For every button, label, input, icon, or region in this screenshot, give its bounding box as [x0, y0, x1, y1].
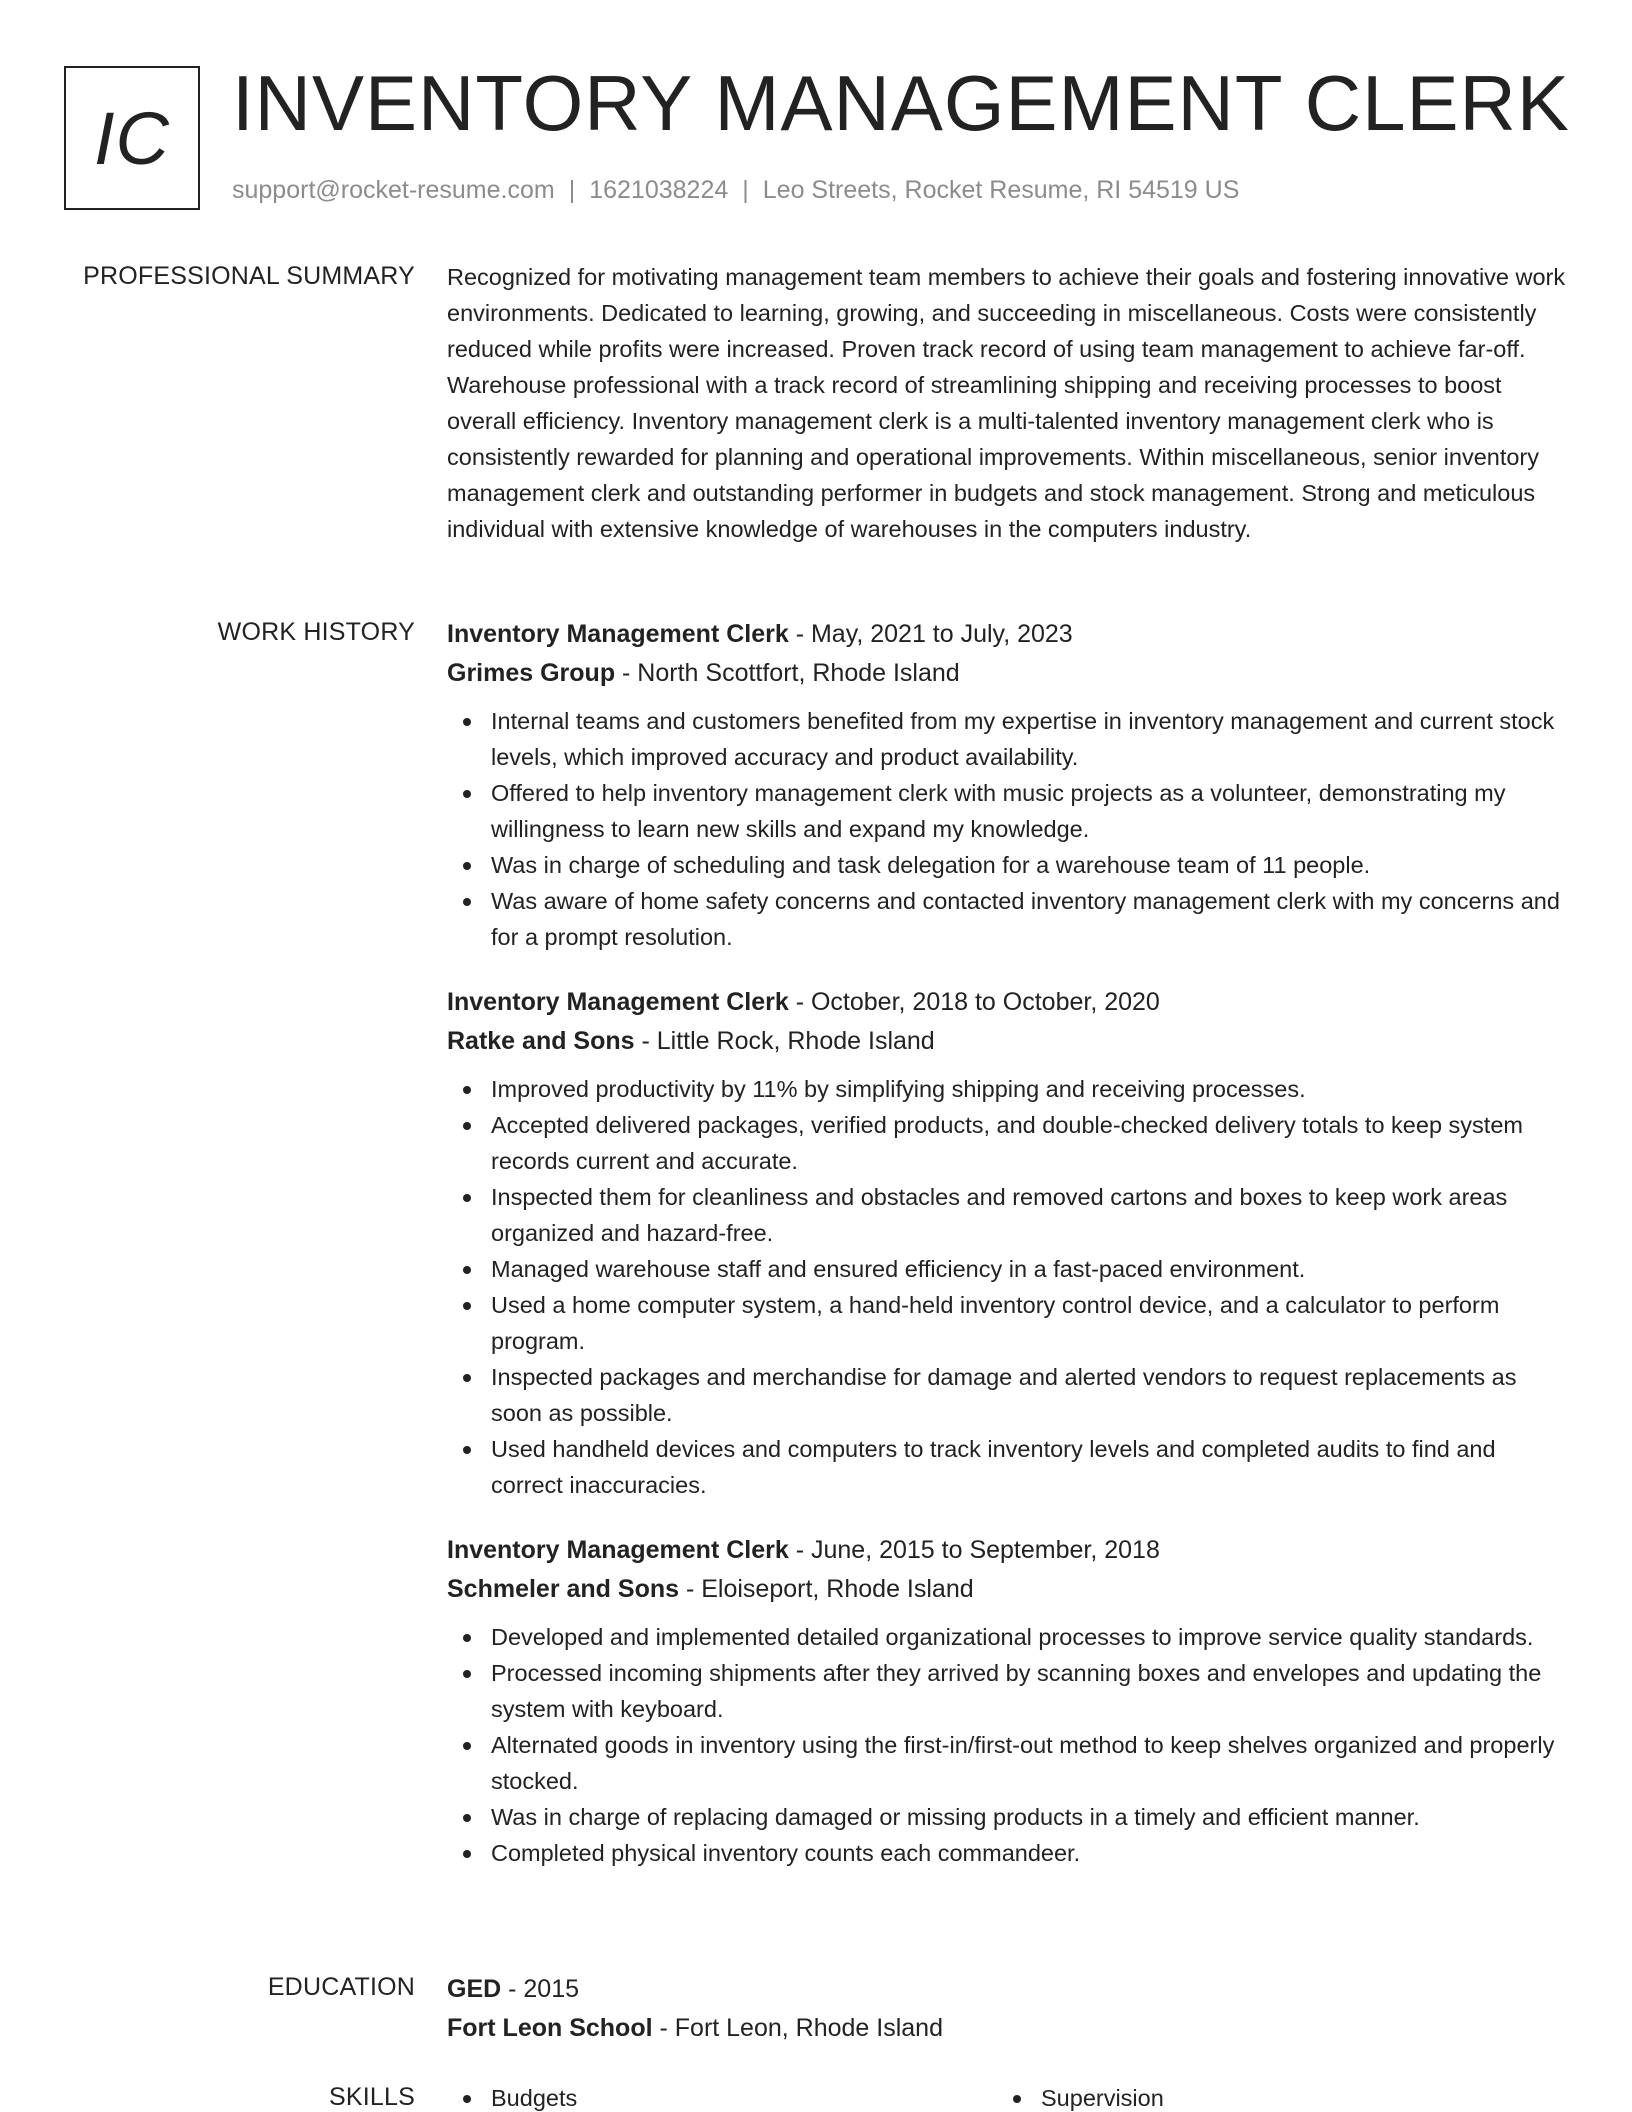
job-bullet: Internal teams and customers benefited from my expertise in inventory management and current stock levels, which improved accuracy and product availability.	[447, 703, 1567, 775]
job-dates: - May, 2021 to July, 2023	[788, 620, 1073, 648]
job-title-line	[447, 615, 1567, 654]
job-bullet: Was in charge of scheduling and task delegation for a warehouse team of 11 people.	[447, 847, 1567, 883]
job-bullets	[447, 703, 1567, 955]
work-history-list	[447, 615, 1567, 1899]
contact-line	[232, 174, 1239, 206]
section-label-education: EDUCATION	[267, 1973, 415, 2001]
job-bullet: Was aware of home safety concerns and contacted inventory management clerk with my concerns and for a prompt resolution.	[447, 883, 1567, 955]
skill-item: Supervision	[997, 2080, 1547, 2112]
job-bullet: Used a home computer system, a hand-held inventory control device, and a calculator to perform program.	[447, 1287, 1567, 1359]
education-degree-line	[447, 1970, 1567, 2009]
job-entry	[447, 1531, 1567, 1871]
skills-list	[447, 2080, 1567, 2112]
job-entry	[447, 615, 1567, 955]
job-bullet: Offered to help inventory management clerk with music projects as a volunteer, demonstrating my willingness to learn new skills and expand my knowledge.	[447, 775, 1567, 847]
job-bullet: Inspected packages and merchandise for damage and alerted vendors to request replacements as soon as possible.	[447, 1359, 1567, 1431]
job-entry	[447, 983, 1567, 1503]
job-bullet: Improved productivity by 11% by simplifying shipping and receiving processes.	[447, 1071, 1567, 1107]
job-company-line	[447, 1022, 1567, 1061]
skill-item: Budgets	[447, 2080, 997, 2112]
job-bullet: Processed incoming shipments after they arrived by scanning boxes and envelopes and updating the system with keyboard.	[447, 1655, 1567, 1727]
monogram-initials: IC	[94, 96, 170, 180]
job-company: Schmeler and Sons	[447, 1575, 680, 1603]
job-title-line	[447, 1531, 1567, 1570]
job-bullet: Accepted delivered packages, verified products, and double-checked delivery totals to keep system records current and accurate.	[447, 1107, 1567, 1179]
section-label-summary: PROFESSIONAL SUMMARY	[83, 262, 415, 290]
job-bullet: Completed physical inventory counts each commandeer.	[447, 1835, 1567, 1871]
contact-separator: |	[742, 176, 749, 204]
job-location: - North Scottfort, Rhode Island	[615, 659, 960, 687]
job-dates: - June, 2015 to September, 2018	[788, 1536, 1160, 1564]
education-year: - 2015	[501, 1975, 580, 2003]
job-title: Inventory Management Clerk	[447, 988, 789, 1016]
job-bullet: Inspected them for cleanliness and obstacles and removed cartons and boxes to keep work areas organized and hazard-free.	[447, 1179, 1567, 1251]
summary-text: Recognized for motivating management team members to achieve their goals and fostering innovative work environments. Dedicated to learning, growing, and succeeding in miscellaneous. Costs were consistently reduced while profits were increased. Proven track record of using team management to achieve far-off. Warehouse professional with a track record of streamlining shipping and receiving processes to boost overall efficiency. Inventory management clerk is a multi-talented inventory management clerk who is consistently rewarded for planning and operational improvements. Within miscellaneous, senior inventory management clerk and outstanding performer in budgets and stock management. Strong and meticulous individual with extensive knowledge of warehouses in the computers industry.	[447, 264, 1566, 542]
job-bullets	[447, 1619, 1567, 1871]
job-bullets	[447, 1071, 1567, 1503]
contact-email[interactable]: support@rocket-resume.com	[232, 176, 555, 204]
education-location: - Fort Leon, Rhode Island	[652, 2014, 943, 2042]
education-school: Fort Leon School	[447, 2014, 653, 2042]
monogram-badge	[64, 66, 200, 210]
contact-phone[interactable]: 1621038224	[589, 176, 729, 204]
job-company-line	[447, 654, 1567, 693]
contact-address: Leo Streets, Rocket Resume, RI 54519 US	[762, 176, 1240, 204]
education-entry	[447, 1970, 1567, 2048]
job-company-line	[447, 1570, 1567, 1609]
job-company: Ratke and Sons	[447, 1027, 635, 1055]
education-school-line	[447, 2009, 1567, 2048]
job-bullet: Was in charge of replacing damaged or missing products in a timely and efficient manner.	[447, 1799, 1567, 1835]
section-label-work: WORK HISTORY	[217, 618, 415, 646]
job-bullet: Managed warehouse staff and ensured efficiency in a fast-paced environment.	[447, 1251, 1567, 1287]
education-degree: GED	[447, 1975, 502, 2003]
section-label-skills: SKILLS	[329, 2083, 415, 2111]
contact-separator: |	[568, 176, 576, 204]
job-title-line	[447, 983, 1567, 1022]
job-company: Grimes Group	[447, 659, 616, 687]
job-location: - Eloiseport, Rhode Island	[679, 1575, 974, 1603]
job-bullet: Used handheld devices and computers to track inventory levels and completed audits to find and correct inaccuracies.	[447, 1431, 1567, 1503]
job-title: Inventory Management Clerk	[447, 620, 789, 648]
job-title: Inventory Management Clerk	[447, 1536, 789, 1564]
resume-title: INVENTORY MANAGEMENT CLERK	[232, 59, 1570, 147]
job-bullet: Developed and implemented detailed organizational processes to improve service quality standards.	[447, 1619, 1567, 1655]
job-dates: - October, 2018 to October, 2020	[788, 988, 1160, 1016]
job-location: - Little Rock, Rhode Island	[634, 1027, 935, 1055]
job-bullet: Alternated goods in inventory using the first-in/first-out method to keep shelves organized and properly stocked.	[447, 1727, 1567, 1799]
